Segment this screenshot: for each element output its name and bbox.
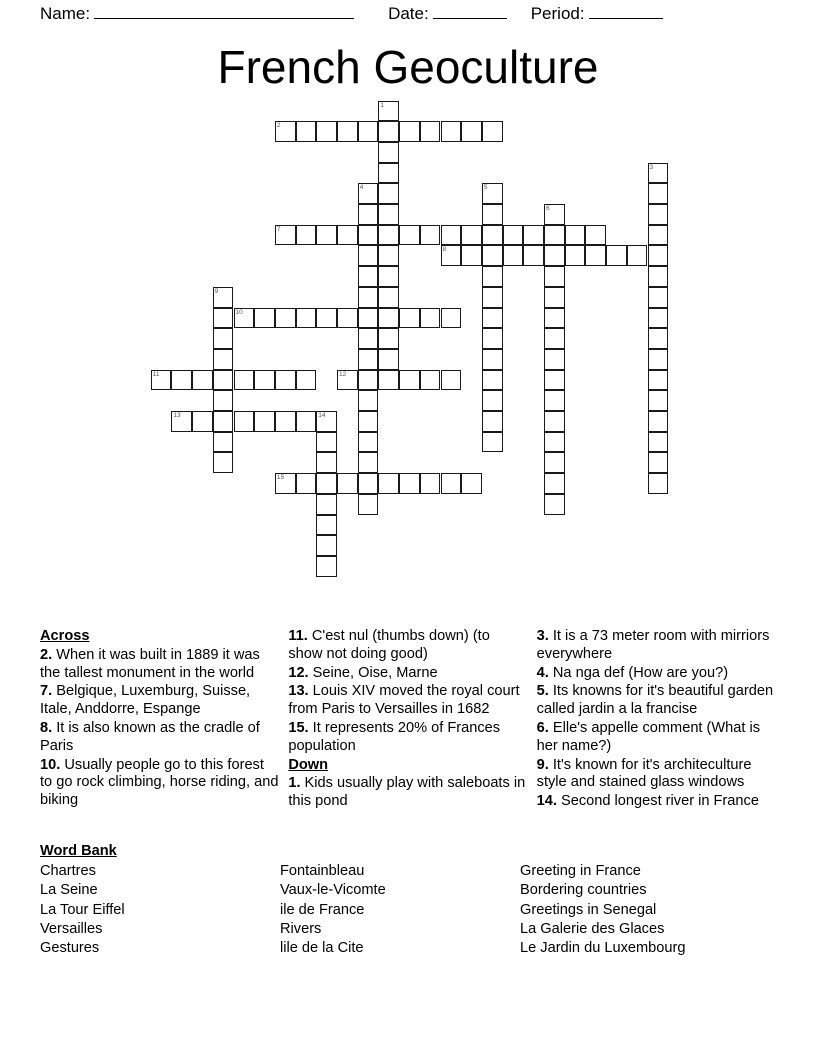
crossword-cell[interactable] xyxy=(213,370,234,391)
clue-number: 15. xyxy=(288,719,309,736)
clue-item xyxy=(537,628,776,664)
crossword-cell[interactable] xyxy=(420,225,441,246)
crossword-clue-number: 6 xyxy=(546,205,550,213)
crossword-clue-number: 11 xyxy=(152,370,160,378)
crossword-cell[interactable] xyxy=(378,349,399,370)
crossword-cell[interactable] xyxy=(378,101,399,122)
clue-item xyxy=(288,720,527,756)
crossword-cell[interactable] xyxy=(648,349,669,370)
word-bank-item[interactable]: Chartres xyxy=(40,863,96,879)
crossword-cell[interactable] xyxy=(275,225,296,246)
crossword-cell[interactable] xyxy=(627,245,648,266)
crossword-cell[interactable] xyxy=(441,121,462,142)
clue-number: 5. xyxy=(536,683,549,700)
crossword-cell[interactable] xyxy=(358,183,379,204)
crossword-cell[interactable] xyxy=(378,183,399,204)
crossword-cell[interactable] xyxy=(544,494,565,515)
crossword-cell[interactable] xyxy=(565,225,586,246)
page-title: French Geoculture xyxy=(217,41,599,93)
date-blank-line[interactable] xyxy=(433,5,507,19)
crossword-cell[interactable] xyxy=(337,370,358,391)
crossword-cell[interactable] xyxy=(296,370,317,391)
word-bank-column xyxy=(520,862,760,958)
clue-item xyxy=(288,628,527,664)
crossword-clue-number: 2 xyxy=(276,122,281,130)
crossword-cell[interactable] xyxy=(482,370,503,391)
crossword-clue-number: 9 xyxy=(214,287,219,295)
word-bank-item[interactable]: Le Jardin du Luxembourg xyxy=(520,940,686,956)
crossword-cell[interactable] xyxy=(648,266,669,287)
crossword-cell[interactable] xyxy=(482,225,503,246)
crossword-cell[interactable] xyxy=(399,370,420,391)
crossword-cell[interactable] xyxy=(420,473,441,494)
word-bank-column xyxy=(40,862,280,958)
crossword-cell[interactable] xyxy=(378,225,399,246)
crossword-cell[interactable] xyxy=(461,245,482,266)
name-field xyxy=(40,4,354,24)
crossword-grid[interactable] xyxy=(130,101,690,521)
crossword-cell[interactable] xyxy=(648,308,669,329)
crossword-cell[interactable] xyxy=(544,245,565,266)
clue-item xyxy=(537,665,776,683)
date-field xyxy=(388,4,507,24)
crossword-cell[interactable] xyxy=(482,390,503,411)
crossword-cell[interactable] xyxy=(378,266,399,287)
down-clue-list-part1 xyxy=(288,775,527,811)
period-field xyxy=(531,4,663,24)
across-clue-list-part1 xyxy=(40,647,279,810)
crossword-cell[interactable] xyxy=(275,411,296,432)
crossword-cell[interactable] xyxy=(544,432,565,453)
crossword-cell[interactable] xyxy=(316,535,337,556)
clue-text: Second longest river in France xyxy=(556,793,759,810)
crossword-cell[interactable] xyxy=(192,411,213,432)
crossword-cell[interactable] xyxy=(503,245,524,266)
crossword-cell[interactable] xyxy=(358,225,379,246)
crossword-cell[interactable] xyxy=(358,349,379,370)
crossword-cell[interactable] xyxy=(399,473,420,494)
clue-text: Its knowns for it's beautiful garden called jardin a la francise xyxy=(536,683,774,718)
crossword-cell[interactable] xyxy=(378,308,399,329)
clue-item xyxy=(288,775,527,811)
crossword-cell[interactable] xyxy=(648,287,669,308)
crossword-cell[interactable] xyxy=(234,370,255,391)
crossword-cell[interactable] xyxy=(441,225,462,246)
clue-item xyxy=(537,683,776,719)
crossword-cell[interactable] xyxy=(378,204,399,225)
crossword-cell[interactable] xyxy=(648,370,669,391)
word-bank-item[interactable]: ile de France xyxy=(280,901,365,918)
crossword-cell[interactable] xyxy=(213,452,234,473)
clue-item xyxy=(40,757,279,810)
clue-item xyxy=(537,757,776,793)
crossword-cell[interactable] xyxy=(213,349,234,370)
crossword-clue-number: 4 xyxy=(359,184,364,192)
clue-item xyxy=(40,720,279,756)
crossword-cell[interactable] xyxy=(461,473,482,494)
crossword-cell[interactable] xyxy=(358,452,379,473)
crossword-cell[interactable] xyxy=(358,370,379,391)
crossword-cell[interactable] xyxy=(275,121,296,142)
crossword-cell[interactable] xyxy=(213,432,234,453)
crossword-clue-number: 1 xyxy=(380,101,385,109)
crossword-cell[interactable] xyxy=(358,494,379,515)
down-clue-list-part2 xyxy=(537,628,776,811)
crossword-cell[interactable] xyxy=(544,349,565,370)
clue-text: It's known for it's architeculture style and stained glass windows xyxy=(536,756,752,791)
clue-text: It represents 20% of Frances population xyxy=(288,719,501,754)
crossword-cell[interactable] xyxy=(461,225,482,246)
crossword-cell[interactable] xyxy=(648,183,669,204)
crossword-cell[interactable] xyxy=(544,411,565,432)
crossword-cell[interactable] xyxy=(254,411,275,432)
clue-number: 9. xyxy=(536,756,549,773)
crossword-cell[interactable] xyxy=(358,287,379,308)
word-bank-item[interactable]: La Seine xyxy=(40,882,98,899)
crossword-cell[interactable] xyxy=(482,349,503,370)
word-bank-column xyxy=(280,862,520,958)
word-bank-item[interactable]: Gestures xyxy=(40,940,100,956)
crossword-cell[interactable] xyxy=(648,204,669,225)
clue-text: It is also known as the cradle of Paris xyxy=(40,719,260,754)
crossword-cell[interactable] xyxy=(316,121,337,142)
crossword-cell[interactable] xyxy=(337,225,358,246)
crossword-cell[interactable] xyxy=(648,411,669,432)
word-bank-section xyxy=(0,843,816,958)
clue-item xyxy=(40,683,279,719)
crossword-cell[interactable] xyxy=(544,225,565,246)
clue-item xyxy=(40,647,279,683)
word-bank-item[interactable]: La Galerie des Glaces xyxy=(520,920,665,937)
crossword-cell[interactable] xyxy=(565,245,586,266)
word-bank-item[interactable]: Vaux-le-Vicomte xyxy=(280,882,386,899)
crossword-cell[interactable] xyxy=(316,556,337,577)
crossword-cell[interactable] xyxy=(296,121,317,142)
clue-text: Kids usually play with saleboats in this pond xyxy=(288,775,526,810)
crossword-clue-number: 8 xyxy=(442,246,447,254)
crossword-cell[interactable] xyxy=(358,432,379,453)
crossword-cell[interactable] xyxy=(275,308,296,329)
crossword-cell[interactable] xyxy=(378,163,399,184)
crossword-cell[interactable] xyxy=(316,411,337,432)
crossword-cell[interactable] xyxy=(358,121,379,142)
crossword-clue-number: 5 xyxy=(483,184,488,192)
clue-column-left xyxy=(40,628,279,812)
crossword-cell[interactable] xyxy=(275,370,296,391)
clue-column-middle xyxy=(279,628,527,812)
clue-text: Seine, Oise, Marne xyxy=(308,664,438,681)
word-bank-item[interactable]: Bordering countries xyxy=(520,882,647,899)
crossword-cell[interactable] xyxy=(482,411,503,432)
crossword-cell[interactable] xyxy=(544,390,565,411)
word-bank-item[interactable]: Greeting in France xyxy=(520,863,641,879)
clue-item xyxy=(537,720,776,756)
word-bank-item[interactable]: Versailles xyxy=(40,920,103,937)
crossword-cell[interactable] xyxy=(399,225,420,246)
crossword-cell[interactable] xyxy=(337,473,358,494)
clue-number: 2. xyxy=(40,646,53,663)
crossword-cell[interactable] xyxy=(358,390,379,411)
crossword-cell[interactable] xyxy=(482,308,503,329)
crossword-cell[interactable] xyxy=(523,245,544,266)
crossword-cell[interactable] xyxy=(648,245,669,266)
crossword-cell[interactable] xyxy=(171,411,192,432)
clue-text: It is a 73 meter room with mirriors everywhere xyxy=(536,628,770,662)
crossword-clue-number: 15 xyxy=(276,474,285,482)
word-bank-item[interactable]: Fontainbleau xyxy=(280,863,365,879)
across-heading: Across xyxy=(40,628,90,644)
crossword-cell[interactable] xyxy=(337,121,358,142)
crossword-cell[interactable] xyxy=(316,225,337,246)
crossword-cell[interactable] xyxy=(358,411,379,432)
crossword-cell[interactable] xyxy=(316,473,337,494)
crossword-cell[interactable] xyxy=(358,204,379,225)
word-bank-item[interactable]: lile de la Cite xyxy=(280,940,364,956)
clue-column-right xyxy=(528,628,776,812)
crossword-cell[interactable] xyxy=(461,121,482,142)
crossword-cell[interactable] xyxy=(482,183,503,204)
clue-text: Usually people go to this forest to go rock climbing, horse riding, and biking xyxy=(40,756,279,809)
clues-section xyxy=(0,628,816,812)
crossword-cell[interactable] xyxy=(358,328,379,349)
crossword-cell[interactable] xyxy=(213,328,234,349)
name-blank-line[interactable] xyxy=(94,5,354,19)
crossword-grid-area xyxy=(0,101,816,531)
crossword-cell[interactable] xyxy=(648,390,669,411)
crossword-cell[interactable] xyxy=(254,370,275,391)
crossword-cell[interactable] xyxy=(378,287,399,308)
crossword-cell[interactable] xyxy=(378,121,399,142)
clue-text: Na nga def (How are you?) xyxy=(548,664,729,681)
crossword-cell[interactable] xyxy=(648,432,669,453)
student-info-header xyxy=(0,0,816,24)
crossword-cell[interactable] xyxy=(482,121,503,142)
crossword-cell[interactable] xyxy=(441,370,462,391)
crossword-cell[interactable] xyxy=(213,308,234,329)
crossword-cell[interactable] xyxy=(482,266,503,287)
word-bank-item[interactable]: Rivers xyxy=(280,920,322,937)
clue-number: 1. xyxy=(288,775,301,792)
crossword-cell[interactable] xyxy=(544,452,565,473)
crossword-cell[interactable] xyxy=(213,390,234,411)
crossword-cell[interactable] xyxy=(213,287,234,308)
crossword-cell[interactable] xyxy=(171,370,192,391)
clue-text: Louis XIV moved the royal court from Paris to Versailles in 1682 xyxy=(288,683,520,718)
crossword-cell[interactable] xyxy=(441,473,462,494)
crossword-cell[interactable] xyxy=(544,204,565,225)
crossword-cell[interactable] xyxy=(316,308,337,329)
crossword-cell[interactable] xyxy=(544,266,565,287)
word-bank-heading: Word Bank xyxy=(40,843,117,859)
crossword-cell[interactable] xyxy=(544,287,565,308)
crossword-cell[interactable] xyxy=(585,245,606,266)
crossword-cell[interactable] xyxy=(337,308,358,329)
crossword-cell[interactable] xyxy=(648,225,669,246)
crossword-cell[interactable] xyxy=(420,121,441,142)
crossword-cell[interactable] xyxy=(316,494,337,515)
crossword-cell[interactable] xyxy=(441,245,462,266)
clue-number: 12. xyxy=(288,664,309,681)
clue-number: 6. xyxy=(536,719,549,736)
crossword-cell[interactable] xyxy=(358,245,379,266)
crossword-cell[interactable] xyxy=(234,411,255,432)
clue-number: 14. xyxy=(536,793,557,810)
clue-item xyxy=(537,793,776,811)
word-bank-item[interactable]: Greetings in Senegal xyxy=(520,901,657,918)
crossword-cell[interactable] xyxy=(420,370,441,391)
clue-number: 10. xyxy=(40,756,61,773)
crossword-cell[interactable] xyxy=(606,245,627,266)
crossword-cell[interactable] xyxy=(378,245,399,266)
crossword-cell[interactable] xyxy=(420,308,441,329)
crossword-cell[interactable] xyxy=(648,452,669,473)
crossword-cell[interactable] xyxy=(234,308,255,329)
crossword-cell[interactable] xyxy=(378,370,399,391)
crossword-cell[interactable] xyxy=(482,328,503,349)
crossword-cell[interactable] xyxy=(482,432,503,453)
crossword-cell[interactable] xyxy=(358,473,379,494)
clue-number: 11. xyxy=(288,628,308,644)
crossword-cell[interactable] xyxy=(399,308,420,329)
clue-text: When it was built in 1889 it was the tallest monument in the world xyxy=(40,646,260,681)
crossword-cell[interactable] xyxy=(296,225,317,246)
crossword-cell[interactable] xyxy=(482,287,503,308)
clue-number: 7. xyxy=(40,683,53,700)
clue-number: 4. xyxy=(536,664,549,681)
crossword-cell[interactable] xyxy=(358,308,379,329)
word-bank-columns xyxy=(40,862,776,958)
crossword-clue-number: 12 xyxy=(339,370,347,378)
crossword-clue-number: 7 xyxy=(276,225,281,233)
period-label: Period: xyxy=(530,4,585,23)
crossword-cell[interactable] xyxy=(275,473,296,494)
crossword-cell[interactable] xyxy=(378,328,399,349)
crossword-cell[interactable] xyxy=(358,266,379,287)
crossword-cell[interactable] xyxy=(296,473,317,494)
crossword-cell[interactable] xyxy=(399,121,420,142)
clue-number: 3. xyxy=(536,628,549,644)
crossword-cell[interactable] xyxy=(503,225,524,246)
crossword-cell[interactable] xyxy=(296,308,317,329)
crossword-cell[interactable] xyxy=(441,308,462,329)
crossword-cell[interactable] xyxy=(648,163,669,184)
crossword-cell[interactable] xyxy=(544,328,565,349)
crossword-cell[interactable] xyxy=(482,245,503,266)
clue-text: Elle's appelle comment (What is her name?) xyxy=(536,719,761,754)
crossword-cell[interactable] xyxy=(213,411,234,432)
crossword-cell[interactable] xyxy=(254,308,275,329)
clue-number: 13. xyxy=(288,683,309,700)
crossword-cell[interactable] xyxy=(585,225,606,246)
crossword-cell[interactable] xyxy=(648,328,669,349)
crossword-cell[interactable] xyxy=(316,452,337,473)
crossword-cell[interactable] xyxy=(316,515,337,536)
crossword-cell[interactable] xyxy=(316,432,337,453)
down-heading: Down xyxy=(288,756,329,773)
clue-item xyxy=(288,665,527,683)
crossword-cell[interactable] xyxy=(192,370,213,391)
crossword-cell[interactable] xyxy=(378,142,399,163)
crossword-cell[interactable] xyxy=(151,370,172,391)
clue-number: 8. xyxy=(40,719,53,736)
crossword-cell[interactable] xyxy=(296,411,317,432)
clue-text: C'est nul (thumbs down) (to show not doing good) xyxy=(288,628,490,662)
crossword-cell[interactable] xyxy=(523,225,544,246)
date-label: Date: xyxy=(388,4,429,23)
name-label: Name: xyxy=(40,4,91,23)
crossword-cell[interactable] xyxy=(544,308,565,329)
word-bank-item[interactable]: La Tour Eiffel xyxy=(40,901,125,918)
crossword-clue-number: 13 xyxy=(173,412,181,420)
period-blank-line[interactable] xyxy=(589,5,663,19)
clue-item xyxy=(288,683,527,719)
crossword-cell[interactable] xyxy=(378,473,399,494)
crossword-cell[interactable] xyxy=(482,204,503,225)
clue-text: Belgique, Luxemburg, Suisse, Itale, Anddorre, Espange xyxy=(40,683,251,718)
crossword-cell[interactable] xyxy=(544,370,565,391)
crossword-cell[interactable] xyxy=(544,473,565,494)
crossword-clue-number: 10 xyxy=(235,308,243,316)
crossword-cell[interactable] xyxy=(648,473,669,494)
across-clue-list-part2 xyxy=(288,628,527,756)
crossword-clue-number: 3 xyxy=(649,163,654,171)
crossword-clue-number: 14 xyxy=(318,412,326,420)
